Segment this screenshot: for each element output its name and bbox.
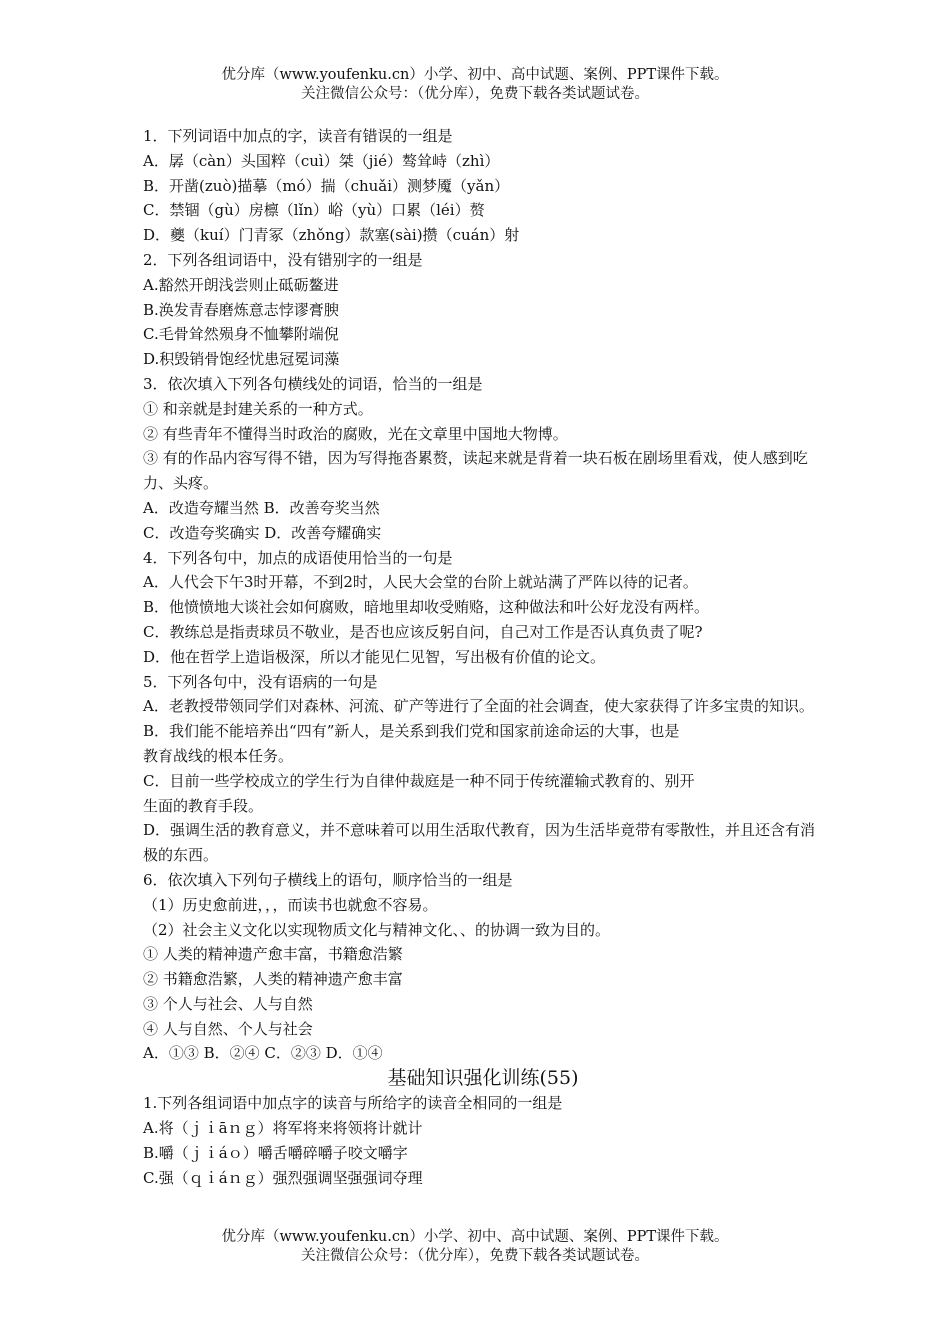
header-line-2: 关注微信公众号：（优分库），免费下载各类试题试卷。 — [301, 86, 649, 102]
section-question-1-option-c: C.强（ｑｉáｎｇ）强烈强调坚强强词夺理 — [143, 1168, 423, 1187]
question-5-option-d: D．强调生活的教育意义，并不意味着可以用生活取代教育，因为生活毕竟带有零散性，并且还含有消极的东西。 — [143, 821, 816, 865]
question-6-sentence-2: （2）社会主义文化以实现物质文化与精神文化、、的协调一致为目的。 — [143, 920, 611, 939]
question-3-sentence-3: ③ 有的作品内容写得不错，因为写得拖沓累赘，读起来就是背着一块石板在剧场里看戏，使人感到吃力、头疼。 — [143, 449, 808, 493]
question-4-option-c: C．教练总是指责球员不敬业，是否也应该反躬自问，自己对工作是否认真负责了呢? — [143, 622, 703, 641]
section-title: 基础知识强化训练(55) — [387, 1067, 579, 1090]
header-line-1: 优分库（www.youfenku.cn）小学、初中、高中试题、案例、PPT课件下载。 — [221, 67, 729, 83]
section-question-1-option-a: A.将（ｊｉāｎｇ）将军将来将领将计就计 — [143, 1119, 423, 1138]
question-1-option-c: C．禁锢（gù）房檩（lǐn）峪（yù）口累（léi）赘 — [143, 201, 485, 220]
question-6-choice-4: ④ 人与自然、个人与社会 — [143, 1019, 313, 1038]
question-6-choice-1: ① 人类的精神遗产愈丰富，书籍愈浩繁 — [143, 945, 403, 964]
question-5-option-a: A．老教授带领同学们对森林、河流、矿产等进行了全面的社会调查，使大家获得了许多宝贵的知识。 — [143, 697, 814, 716]
question-1-option-b: B．开凿(zuò)描摹（mó）揣（chuǎi）测梦魇（yǎn） — [143, 176, 510, 195]
question-6-choice-3: ③ 个人与社会、人与自然 — [143, 994, 313, 1013]
question-4-stem: 4．下列各句中，加点的成语使用恰当的一句是 — [143, 548, 453, 567]
question-3-stem: 3．依次填入下列各句横线处的词语，恰当的一组是 — [143, 374, 483, 393]
question-4-option-a: A．人代会下午3时开幕，不到2时，人民大会堂的台阶上就站满了严阵以待的记者。 — [143, 573, 698, 592]
footer-line-2: 关注微信公众号：（优分库），免费下载各类试题试卷。 — [301, 1248, 649, 1264]
question-1-option-a: A．孱（càn）头国粹（cuì）桀（jié）骜耸峙（zhì） — [143, 151, 500, 170]
question-6-choice-2: ② 书籍愈浩繁，人类的精神遗产愈丰富 — [143, 970, 403, 989]
question-4-option-d: D．他在哲学上造诣极深，所以才能见仁见智，写出极有价值的论文。 — [143, 647, 606, 666]
page-footer — [0, 1228, 950, 1266]
section-question-1-stem: 1.下列各组词语中加点字的读音与所给字的读音全相同的一组是 — [143, 1094, 563, 1113]
question-4-option-b: B．他愤愤地大谈社会如何腐败，暗地里却收受贿赂，这种做法和叶公好龙没有两样。 — [143, 598, 710, 617]
question-6-stem: 6．依次填入下列句子横线上的语句，顺序恰当的一组是 — [143, 870, 513, 889]
section-question-1-option-b: B.嚼（ｊｉáｏ）嚼舌嚼碎嚼子咬文嚼字 — [143, 1143, 408, 1162]
question-5-stem: 5．下列各句中，没有语病的一句是 — [143, 672, 378, 691]
question-2-option-d: D.积毁销骨饱经忧患冠冕词藻 — [143, 350, 340, 369]
question-5-option-b-line-1: B．我们能不能培养出“四有”新人，是关系到我们党和国家前途命运的大事，也是 — [143, 722, 680, 741]
footer-line-1: 优分库（www.youfenku.cn）小学、初中、高中试题、案例、PPT课件下载。 — [221, 1229, 729, 1245]
question-2-option-b: B.涣发青春磨炼意志悖谬膏腴 — [143, 300, 339, 319]
question-5-option-b-line-2: 教育战线的根本任务。 — [143, 746, 294, 765]
question-1-stem: 1．下列词语中加点的字，读音有错误的一组是 — [143, 127, 453, 145]
page-header — [0, 66, 950, 104]
question-2-option-a: A.豁然开朗浅尝则止砥砺鳌进 — [143, 275, 339, 294]
question-5-option-c-line-2: 生面的教育手段。 — [143, 796, 264, 815]
question-6-options: A．①③ B．②④ C．②③ D．①④ — [143, 1044, 383, 1063]
question-3-sentence-2: ② 有些青年不懂得当时政治的腐败，光在文章里中国地大物博。 — [143, 424, 568, 443]
question-2-option-c: C.毛骨耸然殒身不恤攀附端倪 — [143, 325, 339, 344]
question-3-options-ab: A．改造夸耀当然 B．改善夸奖当然 — [143, 498, 380, 517]
question-6-sentence-1: （1）历史愈前进，，，而读书也就愈不容易。 — [143, 895, 438, 914]
question-3-options-cd: C．改造夸奖确实 D．改善夸耀确实 — [143, 523, 382, 542]
question-5-option-c-line-1: C．目前一些学校成立的学生行为自律仲裁庭是一种不同于传统灌输式教育的、别开 — [143, 771, 695, 790]
question-1-option-d: D．夔（kuí）门青冢（zhǒng）款塞(sài)攒（cuán）射 — [143, 226, 520, 245]
question-3-sentence-1: ① 和亲就是封建关系的一种方式。 — [143, 399, 373, 418]
question-2-stem: 2．下列各组词语中，没有错别字的一组是 — [143, 250, 423, 269]
document-body — [143, 124, 823, 1190]
